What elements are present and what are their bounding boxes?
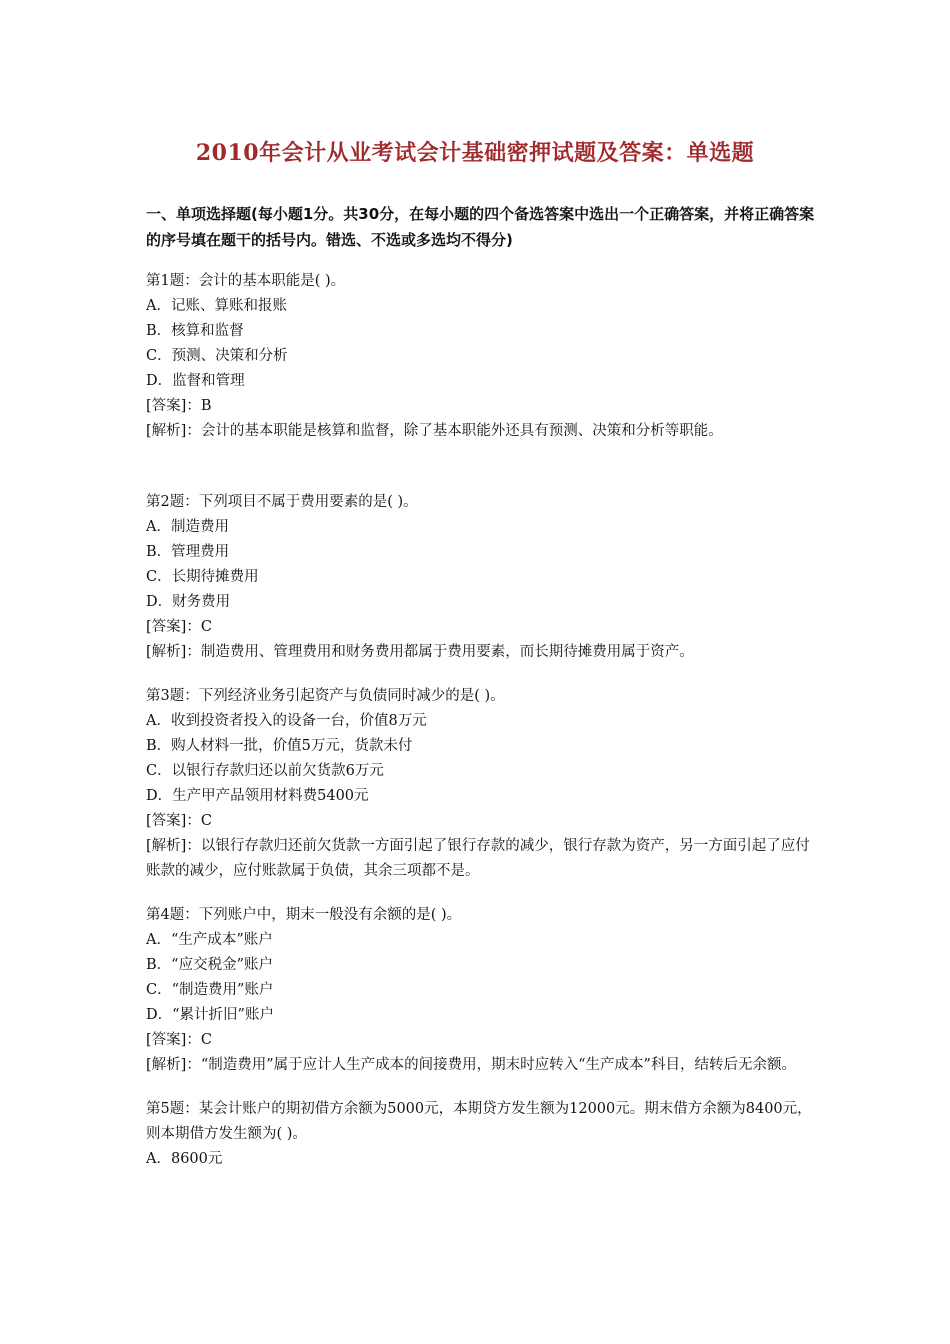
question-4 [146, 903, 816, 1078]
question-3 [146, 684, 816, 884]
option-b: B．“应交税金”账户 [146, 957, 273, 973]
option-a: A．记账、算账和报账 [146, 298, 287, 314]
document-title: 2010年会计从业考试会计基础密押试题及答案：单选题 [195, 140, 755, 166]
option-c: C．预测、决策和分析 [146, 348, 288, 364]
question-2 [146, 490, 816, 665]
answer: [答案]：C [146, 813, 212, 829]
option-b: B．管理费用 [146, 544, 230, 560]
option-d: D．生产甲产品领用材料费5400元 [146, 788, 369, 804]
analysis: [解析]：以银行存款归还前欠货款一方面引起了银行存款的减少，银行存款为资产，另一方面引起了应付账款的减少，应付账款属于负债，其余三项都不是。 [146, 838, 810, 879]
option-c: C．以银行存款归还以前欠货款6万元 [146, 763, 384, 779]
question-stem: 第2题：下列项目不属于费用要素的是( )。 [146, 494, 418, 510]
option-d: D．“累计折旧”账户 [146, 1007, 274, 1023]
analysis: [解析]：会计的基本职能是核算和监督，除了基本职能外还具有预测、决策和分析等职能。 [146, 423, 723, 439]
question-stem: 第1题：会计的基本职能是( )。 [146, 273, 346, 289]
option-b: B．购人材料一批，价值5万元，货款未付 [146, 738, 413, 754]
analysis: [解析]：制造费用、管理费用和财务费用都属于费用要素，而长期待摊费用属于资产。 [146, 644, 694, 660]
option-a: A．制造费用 [146, 519, 229, 535]
question-5 [146, 1097, 816, 1172]
question-stem: 第3题：下列经济业务引起资产与负债同时减少的是( )。 [146, 688, 505, 704]
question-stem: 第4题：下列账户中，期末一般没有余额的是( )。 [146, 907, 462, 923]
option-a: A．8600元 [146, 1151, 223, 1167]
option-a: A．“生产成本”账户 [146, 932, 273, 948]
option-d: D．财务费用 [146, 594, 231, 610]
answer: [答案]：C [146, 1032, 212, 1048]
question-list [146, 269, 816, 1172]
section-instruction: 一、单项选择题(每小题1分。共30分，在每小题的四个备选答案中选出一个正确答案，并将正确答案的序号填在题干的括号内。错选、不选或多选均不得分) [146, 205, 815, 249]
option-c: C．“制造费用”账户 [146, 982, 274, 998]
answer: [答案]：B [146, 398, 212, 414]
question-1 [146, 269, 816, 444]
option-a: A．收到投资者投入的设备一台，价值8万元 [146, 713, 427, 729]
answer: [答案]：C [146, 619, 212, 635]
option-b: B．核算和监督 [146, 323, 244, 339]
question-stem: 第5题：某会计账户的期初借方余额为5000元，本期贷方发生额为12000元。期末借方余额为8400元，则本期借方发生额为( )。 [146, 1101, 812, 1142]
option-d: D．监督和管理 [146, 373, 245, 389]
option-c: C．长期待摊费用 [146, 569, 259, 585]
analysis: [解析]：“制造费用”属于应计人生产成本的间接费用，期末时应转入“生产成本”科目，结转后无余额。 [146, 1057, 796, 1073]
